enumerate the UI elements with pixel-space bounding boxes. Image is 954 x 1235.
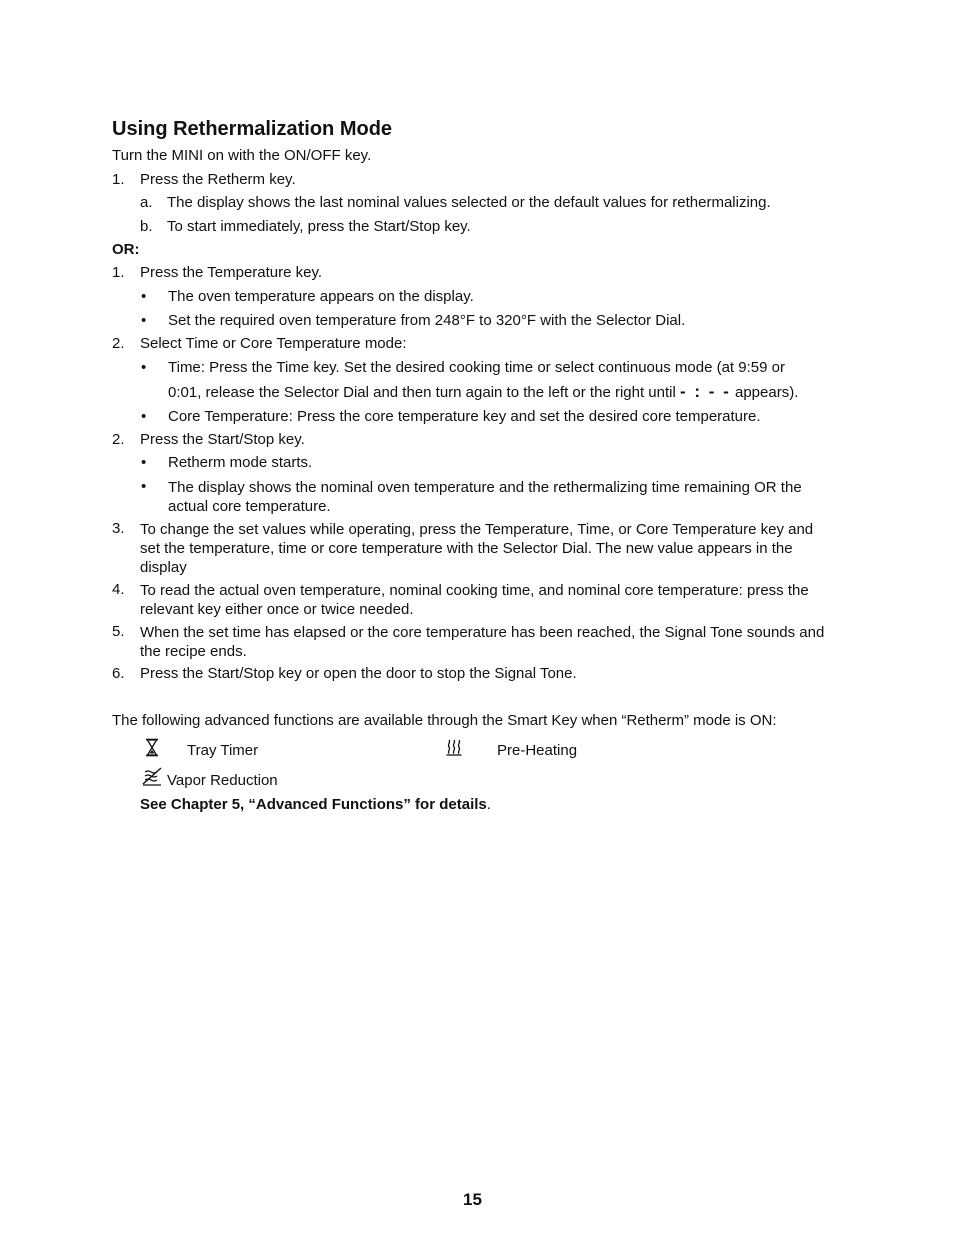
sub-text: To start immediately, press the Start/Stop key. — [167, 218, 471, 235]
step-number: 3. — [112, 520, 125, 537]
step-text: Press the Start/Stop key. — [140, 431, 305, 448]
step-text: To read the actual oven temperature, nominal cooking time, and nominal core temperature: press the relevant key either once or twice needed. — [140, 582, 809, 618]
bullet: • — [141, 288, 147, 305]
bullet-text-continued — [168, 382, 798, 402]
bullet-text: Set the required oven temperature from 248°F to 320°F with the Selector Dial. — [168, 312, 686, 329]
time-text-pre: 0:01, release the Selector Dial and then turn again to the left or the right until — [168, 384, 680, 401]
see-chapter-note — [140, 796, 491, 813]
time-text-post: appears). — [730, 384, 799, 401]
step-number: 4. — [112, 581, 125, 598]
step-text: When the set time has elapsed or the core temperature has been reached, the Signal Tone sounds and the recipe ends. — [140, 624, 825, 660]
step-text: Press the Retherm key. — [140, 171, 296, 188]
step-number: 5. — [112, 623, 125, 640]
step-text: Select Time or Core Temperature mode: — [140, 335, 407, 352]
step-number: 6. — [112, 665, 125, 682]
bullet-text: Core Temperature: Press the core temperature key and set the desired core temperature. — [168, 408, 761, 425]
see-chapter-period: . — [486, 796, 491, 813]
display-readout: - : - - — [680, 382, 731, 401]
bullet: • — [141, 312, 147, 329]
or-label: OR: — [112, 241, 140, 258]
bullet-text: Time: Press the Time key. Set the desired cooking time or select continuous mode (at 9:59 or — [168, 359, 785, 376]
bullet: • — [141, 478, 147, 495]
sub-text: The display shows the last nominal values selected or the default values for rethermalizing. — [167, 194, 771, 211]
bullet-text: The oven temperature appears on the display. — [168, 288, 474, 305]
intro-text: Turn the MINI on with the ON/OFF key. — [112, 147, 372, 164]
vapor-reduction-label: Vapor Reduction — [167, 772, 278, 789]
vapor-reduction-icon — [142, 767, 162, 790]
step-number: 2. — [112, 335, 125, 352]
advanced-intro: The following advanced functions are available through the Smart Key when “Retherm” mode is ON: — [112, 712, 777, 729]
bullet: • — [141, 359, 147, 376]
step-text: To change the set values while operating, press the Temperature, Time, or Core Temperature key and set the temperature, time or core temperature with the Selector Dial. The new value appears in the display — [140, 521, 814, 576]
see-chapter-text: See Chapter 5, “Advanced Functions” for details — [140, 796, 487, 813]
step-text: Press the Start/Stop key or open the door to stop the Signal Tone. — [140, 665, 577, 682]
hourglass-icon — [145, 738, 159, 761]
pre-heating-label: Pre-Heating — [497, 742, 578, 759]
bullet-text: The display shows the nominal oven temperature and the rethermalizing time remaining OR the actual core temperature. — [168, 479, 802, 515]
step-number: 1. — [112, 264, 125, 281]
bullet-text: Retherm mode starts. — [168, 454, 313, 471]
sub-marker: b. — [140, 218, 153, 235]
tray-timer-label: Tray Timer — [187, 742, 259, 759]
page-number: 15 — [463, 1190, 482, 1209]
page-title: Using Rethermalization Mode — [112, 118, 393, 140]
step-number: 1. — [112, 171, 125, 188]
bullet: • — [141, 454, 147, 471]
step-text: Press the Temperature key. — [140, 264, 323, 281]
bullet: • — [141, 408, 147, 425]
step-number: 2. — [112, 431, 125, 448]
sub-marker: a. — [140, 194, 153, 211]
heat-waves-icon — [446, 738, 462, 760]
